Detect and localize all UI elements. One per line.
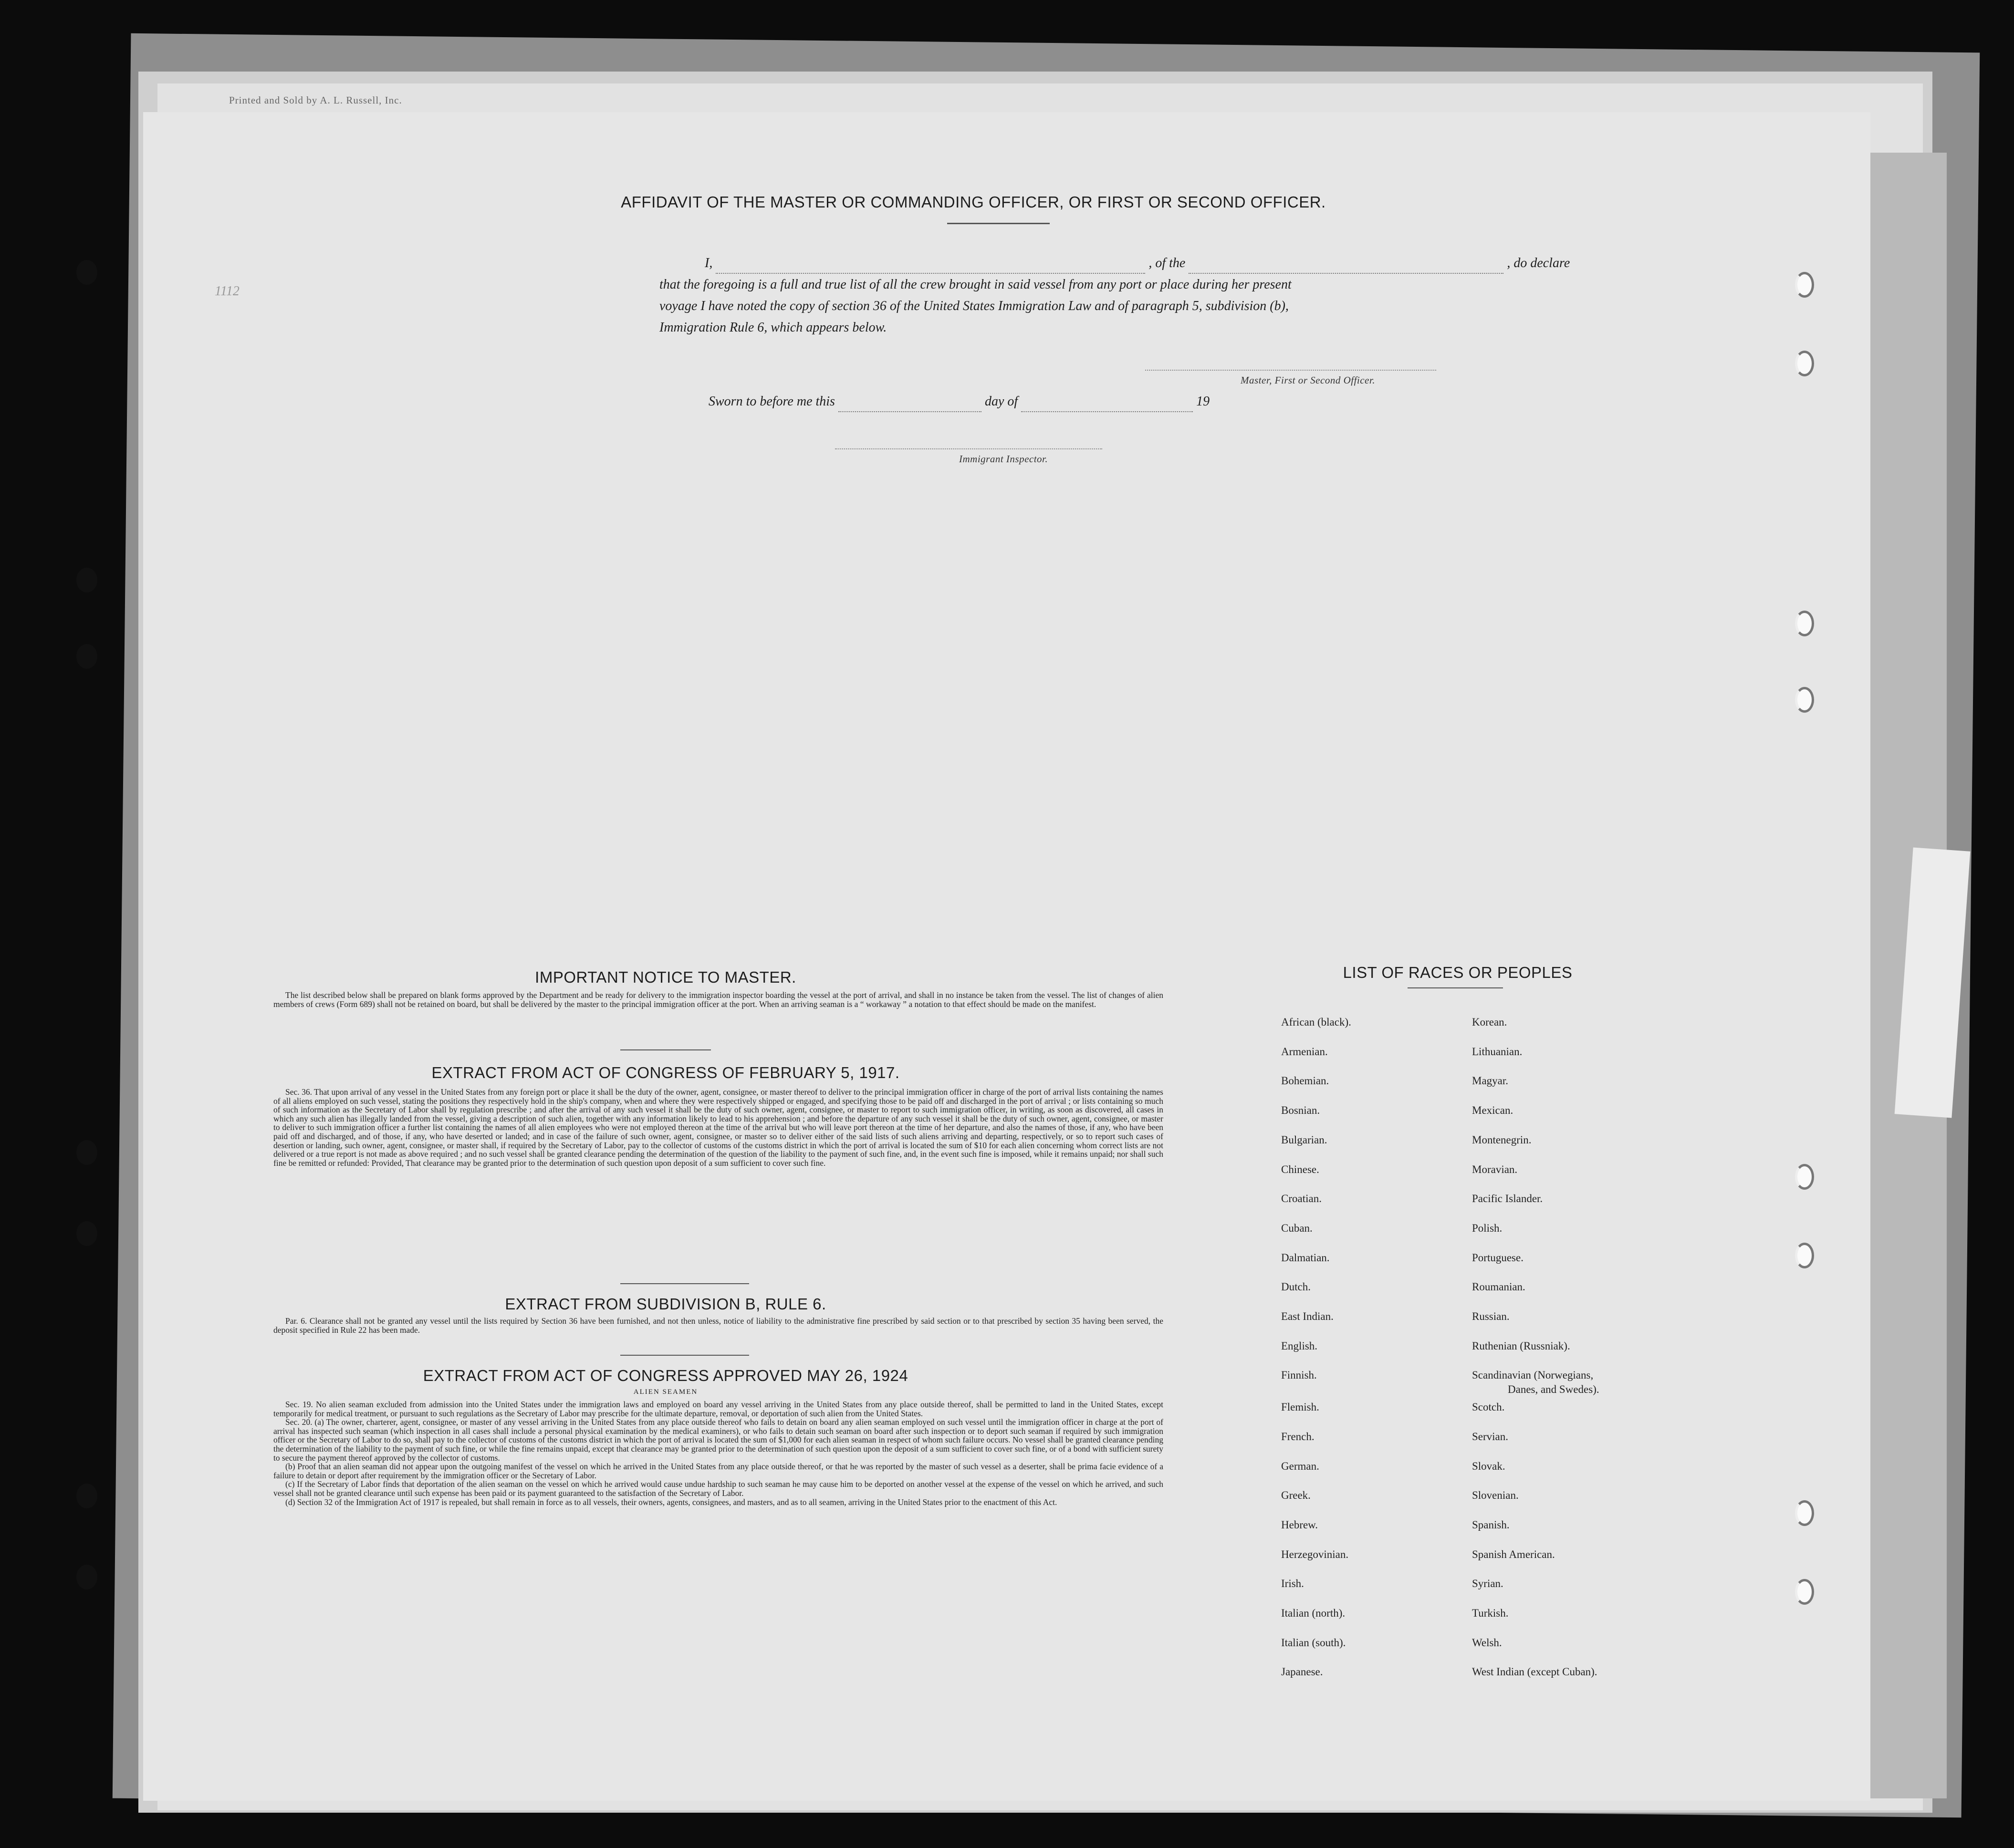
race-item: Spanish American.	[1472, 1548, 1555, 1560]
race-item: Mexican.	[1472, 1104, 1513, 1117]
divider	[1408, 987, 1503, 988]
race-item: Flemish.	[1281, 1401, 1319, 1413]
race-item: Scandinavian (Norwegians,	[1472, 1369, 1594, 1381]
extract-1917-text	[273, 1088, 1163, 1167]
race-item: Roumanian.	[1472, 1281, 1525, 1293]
races-title: LIST OF RACES OR PEOPLES	[1343, 964, 1573, 981]
of-the-label: , of the	[1148, 256, 1186, 270]
binder-hole	[76, 1565, 97, 1589]
officer-signature-line	[1145, 370, 1436, 371]
race-item: Greek.	[1281, 1489, 1311, 1502]
race-item: Bosnian.	[1281, 1104, 1320, 1117]
notice-title: IMPORTANT NOTICE TO MASTER.	[535, 968, 796, 986]
binder-hole	[1795, 1243, 1814, 1268]
divider	[947, 223, 1050, 224]
binder-hole	[76, 644, 97, 669]
race-item: Danes, and Swedes).	[1508, 1383, 1599, 1396]
section-20d-paragraph: (d) Section 32 of the Immigration Act of 1917 is repealed, but shall remain in force as to all vessels, their owners, agents, consignees, and masters, and as to all seamen, arriving in the United States prior to the enactment of this Act.	[285, 1497, 1057, 1507]
race-item: Polish.	[1472, 1222, 1503, 1234]
race-item: Bohemian.	[1281, 1075, 1329, 1087]
i-label: I,	[705, 256, 713, 270]
race-item: Portuguese.	[1472, 1251, 1524, 1264]
race-item: Slovak.	[1472, 1460, 1505, 1472]
race-item: French.	[1281, 1430, 1315, 1443]
race-item: Slovenian.	[1472, 1489, 1519, 1502]
sheet-number: 1112	[215, 284, 240, 299]
inspector-caption: Immigrant Inspector.	[959, 453, 1048, 465]
race-item: Dalmatian.	[1281, 1251, 1330, 1264]
extract-rule6-title: EXTRACT FROM SUBDIVISION B, RULE 6.	[505, 1295, 826, 1313]
notice-text	[273, 991, 1163, 1008]
manifest-page	[143, 112, 1870, 1801]
affidavit-line-1	[659, 253, 1618, 274]
binder-hole	[1795, 1500, 1814, 1526]
race-item: Turkish.	[1472, 1607, 1509, 1619]
inspector-signature-line	[835, 448, 1102, 449]
affidavit-line-3: voyage I have noted the copy of section 36 of the United States Immigration Law and of paragraph 5, subdivision (b),	[659, 299, 1289, 313]
race-item: East Indian.	[1281, 1310, 1334, 1322]
extract-1924-text	[273, 1400, 1163, 1506]
notice-paragraph: The list described below shall be prepared on blank forms approved by the Department and be ready for delivery to the immigration inspector boarding the vessel at the port of arrival, and shall in no instance be taken from the vessel. The list of changes of alien members of crews (Form 689) shall not be retained on board, but shall be delivered by the master to the principal immigration officer at the port. When an arriving seaman is a “ workaway ” a notation to that effect should be made on the manifest.	[273, 990, 1163, 1009]
month-blank	[1021, 397, 1193, 412]
vessel-blank	[1189, 259, 1503, 274]
race-item: Chinese.	[1281, 1163, 1319, 1175]
binder-hole	[1795, 1164, 1814, 1190]
race-item: Magyar.	[1472, 1075, 1509, 1087]
race-item: Hebrew.	[1281, 1518, 1318, 1531]
affidavit-title: AFFIDAVIT OF THE MASTER OR COMMANDING OFFICER, OR FIRST OR SECOND OFFICER.	[621, 193, 1326, 211]
declare-label: , do declare	[1507, 256, 1570, 270]
binder-hole	[1795, 272, 1814, 298]
race-item: Herzegovinian.	[1281, 1548, 1349, 1560]
divider	[620, 1049, 711, 1050]
race-item: German.	[1281, 1460, 1319, 1472]
race-item: Syrian.	[1472, 1578, 1503, 1590]
section-20c-paragraph: (c) If the Secretary of Labor finds that deportation of the alien seaman on the vessel on which he arrived would cause undue hardship to such seaman he may cause him to be deported on another vessel at the expense of the vessel on which he arrived, and such vessel shall not be granted clearance until such expense has been paid or its payment guaranteed to the satisfaction of the Secretary of Labor.	[273, 1479, 1163, 1498]
race-item: African (black).	[1281, 1016, 1351, 1028]
race-item: Moravian.	[1472, 1163, 1518, 1175]
race-item: Italian (north).	[1281, 1607, 1346, 1619]
binder-hole	[1795, 351, 1814, 376]
sworn-label: Sworn to before me this	[709, 394, 835, 409]
section-36-paragraph: Sec. 36. That upon arrival of any vessel in the United States from any foreign port or place it shall be the duty of the owner, agent, consignee, or master thereof to deliver to the principal immigration officer in charge of the port of arrival lists containing the names of all aliens employed on such vessel, stating the positions they respectively hold in the ship's company, when and where they were respectively shipped or engaged, and specifying those to be paid off and discharged in the port of arrival ; or lists containing so much of such information as the Secretary of Labor shall by regulation prescribe ; and after the arrival of any such vessel it shall be the duty of such owner, agent, consignee, or master to report to such immigration officer, in writing, as soon as discovered, all cases in which any such alien has illegally landed from the vessel, giving a description of such alien, together with any information likely to lead to his apprehension ; and before the departure of any such vessel it shall be the duty of such owner, agent, consignee, or master to deliver to such immigration officer a further list containing the names of all alien employees who were not employed thereon at the time of the arrival but who will leave port thereon at the time of her departure, and also the names of those, if any, who have been paid off and discharged, and of those, if any, who have deserted or landed; and in case of the failure of such owner, agent, consignee, or master so to deliver either of the said lists of such aliens arriving and departing, respectively, or so to report such cases of desertion or landing, such owner, agent, consignee, or master shall, if required by the Secretary of Labor, pay to the collector of customs of the customs district in which the port of arrival is located the sum of $10 for each alien concerning whom correct lists are not delivered or a true report is not made as above required ; and no such vessel shall be granted clearance pending the determination of the question of the liability to the payment of such fine, and, in the event such fine is imposed, while it remains unpaid; nor shall such fine be remitted or refunded: Provided, That clearance may be granted prior to the determination of such question upon deposit of a sum sufficient to cover such fine.	[273, 1087, 1163, 1168]
binder-hole	[1795, 1579, 1814, 1605]
race-item: Cuban.	[1281, 1222, 1313, 1234]
race-item: Armenian.	[1281, 1045, 1328, 1058]
day-blank	[838, 397, 981, 412]
alien-seamen-subtitle: ALIEN SEAMEN	[633, 1388, 698, 1396]
race-item: Pacific Islander.	[1472, 1193, 1543, 1205]
race-item: Scotch.	[1472, 1401, 1505, 1413]
race-item: Croatian.	[1281, 1193, 1322, 1205]
binder-hole	[76, 1484, 97, 1508]
race-item: Japanese.	[1281, 1666, 1323, 1678]
extract-rule6-text	[273, 1317, 1163, 1334]
section-20b-paragraph: (b) Proof that an alien seaman did not appear upon the outgoing manifest of the vessel on which he arrived in the United States from any place outside thereof, or that he was reported by the master of such vessel as a deserter, shall be prima facie evidence of a failure to detain or deport after requirement by the immigration officer or the Secretary of Labor.	[273, 1462, 1163, 1480]
divider	[620, 1283, 749, 1284]
race-item: Montenegrin.	[1472, 1133, 1532, 1146]
name-blank	[716, 259, 1145, 274]
race-item: Irish.	[1281, 1578, 1304, 1590]
binder-hole	[76, 1221, 97, 1246]
race-item: Lithuanian.	[1472, 1045, 1523, 1058]
race-item: Korean.	[1472, 1016, 1507, 1028]
day-of-label: day of	[984, 394, 1018, 409]
binder-hole	[1795, 611, 1814, 636]
race-item: West Indian (except Cuban).	[1472, 1666, 1597, 1678]
race-item: English.	[1281, 1339, 1318, 1352]
affidavit-line-2: that the foregoing is a full and true list of all the crew brought in said vessel from any port or place during her present	[659, 277, 1292, 292]
race-item: Ruthenian (Russniak).	[1472, 1339, 1570, 1352]
paragraph-6: Par. 6. Clearance shall not be granted any vessel until the lists required by Section 36 have been furnished, and not then unless, notice of liability to the administrative fine prescribed by said section or to that prescribed by section 35 having been served, the deposit specified in Rule 22 has been made.	[273, 1316, 1163, 1335]
divider	[620, 1355, 749, 1356]
race-item: Finnish.	[1281, 1369, 1317, 1381]
race-item: Spanish.	[1472, 1518, 1510, 1531]
race-item: Dutch.	[1281, 1281, 1311, 1293]
race-item: Italian (south).	[1281, 1636, 1346, 1649]
race-item: Servian.	[1472, 1430, 1509, 1443]
race-item: Bulgarian.	[1281, 1133, 1327, 1146]
race-item: Welsh.	[1472, 1636, 1502, 1649]
race-item: Russian.	[1472, 1310, 1510, 1322]
binder-hole	[1795, 687, 1814, 713]
binder-hole	[76, 568, 97, 592]
officer-caption: Master, First or Second Officer.	[1241, 374, 1375, 386]
extract-1924-title: EXTRACT FROM ACT OF CONGRESS APPROVED MAY 26, 1924	[423, 1367, 908, 1384]
binder-hole	[76, 260, 97, 285]
binder-hole	[76, 1140, 97, 1165]
section-19-paragraph: Sec. 19. No alien seaman excluded from admission into the United States under the immigration laws and employed on board any vessel arriving in the United States from any place outside thereof, shall be permitted to land in the United States, except temporarily for medical treatment, or pursuant to such regulations as the Secretary of Labor may prescribe for the ultimate departure, removal, or deportation of such alien from the United States.	[273, 1400, 1163, 1418]
extract-1917-title: EXTRACT FROM ACT OF CONGRESS OF FEBRUARY 5, 1917.	[431, 1064, 900, 1081]
printer-imprint: Printed and Sold by A. L. Russell, Inc.	[229, 94, 402, 106]
year-prefix: 19	[1196, 394, 1210, 409]
section-20a-paragraph: Sec. 20. (a) The owner, charterer, agent, consignee, or master of any vessel arriving in the United States from any place outside thereof who fails to detain on board any alien seaman employed on such vessel until the immigration officer in charge at the port of arrival has inspected such seaman (which inspection in all cases shall include a personal physical examination by the medical examiners), or who fails to detain such seaman on board after such inspection or to deport such seaman if required by such immigration officer or the Secretary of Labor to do so, shall pay to the collector of customs of the customs district in which the port of arrival is located the sum of $1,000 for each alien seaman in respect of whom such failure occurs. No vessel shall be granted clearance pending the determination of the liability to the payment of such fine, or while the fine remains unpaid, except that clearance may be granted prior to the determination of such question upon the deposit of a sum sufficient to cover such fine, or of a bond with sufficient surety to secure the payment thereof approved by the collector of customs.	[273, 1417, 1163, 1463]
sworn-line	[709, 391, 1377, 412]
affidavit-line-4: Immigration Rule 6, which appears below.	[659, 320, 887, 335]
